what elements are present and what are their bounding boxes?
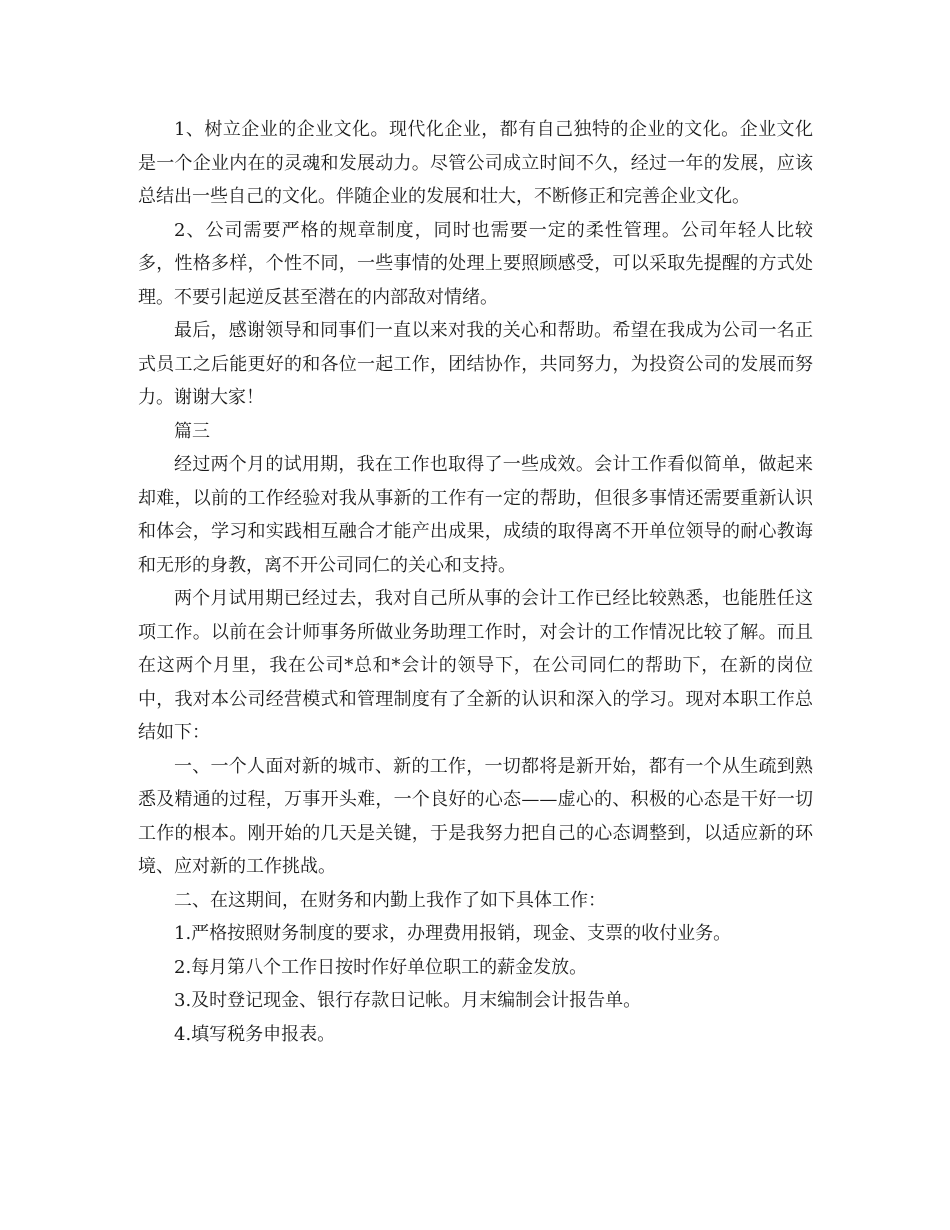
paragraph-rules: 2、公司需要严格的规章制度，同时也需要一定的柔性管理。公司年轻人比较多，性格多样，个性不同，一些事情的处理上要照顾感受，可以采取先提醒的方式处理。不要引起逆反甚至潜在的内部敌对情绪。	[138, 219, 813, 308]
list-item: 1.严格按照财务制度的要求，办理费用报销，现金、支票的收付业务。	[174, 923, 732, 944]
document-body	[138, 113, 813, 1051]
list-item: 2.每月第八个工作日按时作好单位职工的薪金发放。	[174, 956, 588, 978]
paragraph-probation: 经过两个月的试用期，我在工作也取得了一些成效。会计工作看似简单，做起来却难，以前的工作经验对我从事新的工作有一定的帮助，但很多事情还需要重新认识和体会，学习和实践相互融合才能产出成果，成绩的取得离不开单位领导的耐心教诲和无形的身教，离不开公司同仁的关心和支持。	[138, 454, 813, 576]
list-item: 3.及时登记现金、银行存款日记帐。月末编制会计报告单。	[174, 990, 642, 1011]
paragraph-thanks: 最后，感谢领导和同事们一直以来对我的关心和帮助。希望在我成为公司一名正式员工之后能更好的和各位一起工作，团结协作，共同努力，为投资公司的发展而努力。谢谢大家！	[138, 320, 813, 408]
paragraph-familiar: 两个月试用期已经过去，我对自己所从事的会计工作已经比较熟悉，也能胜任这项工作。以前在会计师事务所做业务助理工作时，对会计的工作情况比较了解。而且在这两个月里，我在公司*总和*会计的领导下，在公司同仁的帮助下，在新的岗位中，我对本公司经营模式和管理制度有了全新的认识和深入的学习。现对本职工作总结如下：	[138, 588, 813, 743]
section-heading: 篇三	[174, 420, 210, 442]
paragraph-work-intro: 二、在这期间，在财务和内勤上我作了如下具体工作：	[174, 889, 606, 911]
paragraph-mindset: 一、一个人面对新的城市、新的工作，一切都将是新开始，都有一个从生疏到熟悉及精通的过程，万事开头难，一个良好的心态——虚心的、积极的心态是干好一切工作的根本。刚开始的几天是关键，于是我努力把自己的心态调整到，以适应新的环境、应对新的工作挑战。	[138, 755, 813, 877]
paragraph-culture: 1、树立企业的企业文化。现代化企业，都有自己独特的企业的文化。企业文化是一个企业内在的灵魂和发展动力。尽管公司成立时间不久，经过一年的发展，应该总结出一些自己的文化。伴随企业的发展和壮大，不断修正和完善企业文化。	[138, 119, 813, 207]
list-item: 4.填写税务申报表。	[174, 1023, 336, 1045]
